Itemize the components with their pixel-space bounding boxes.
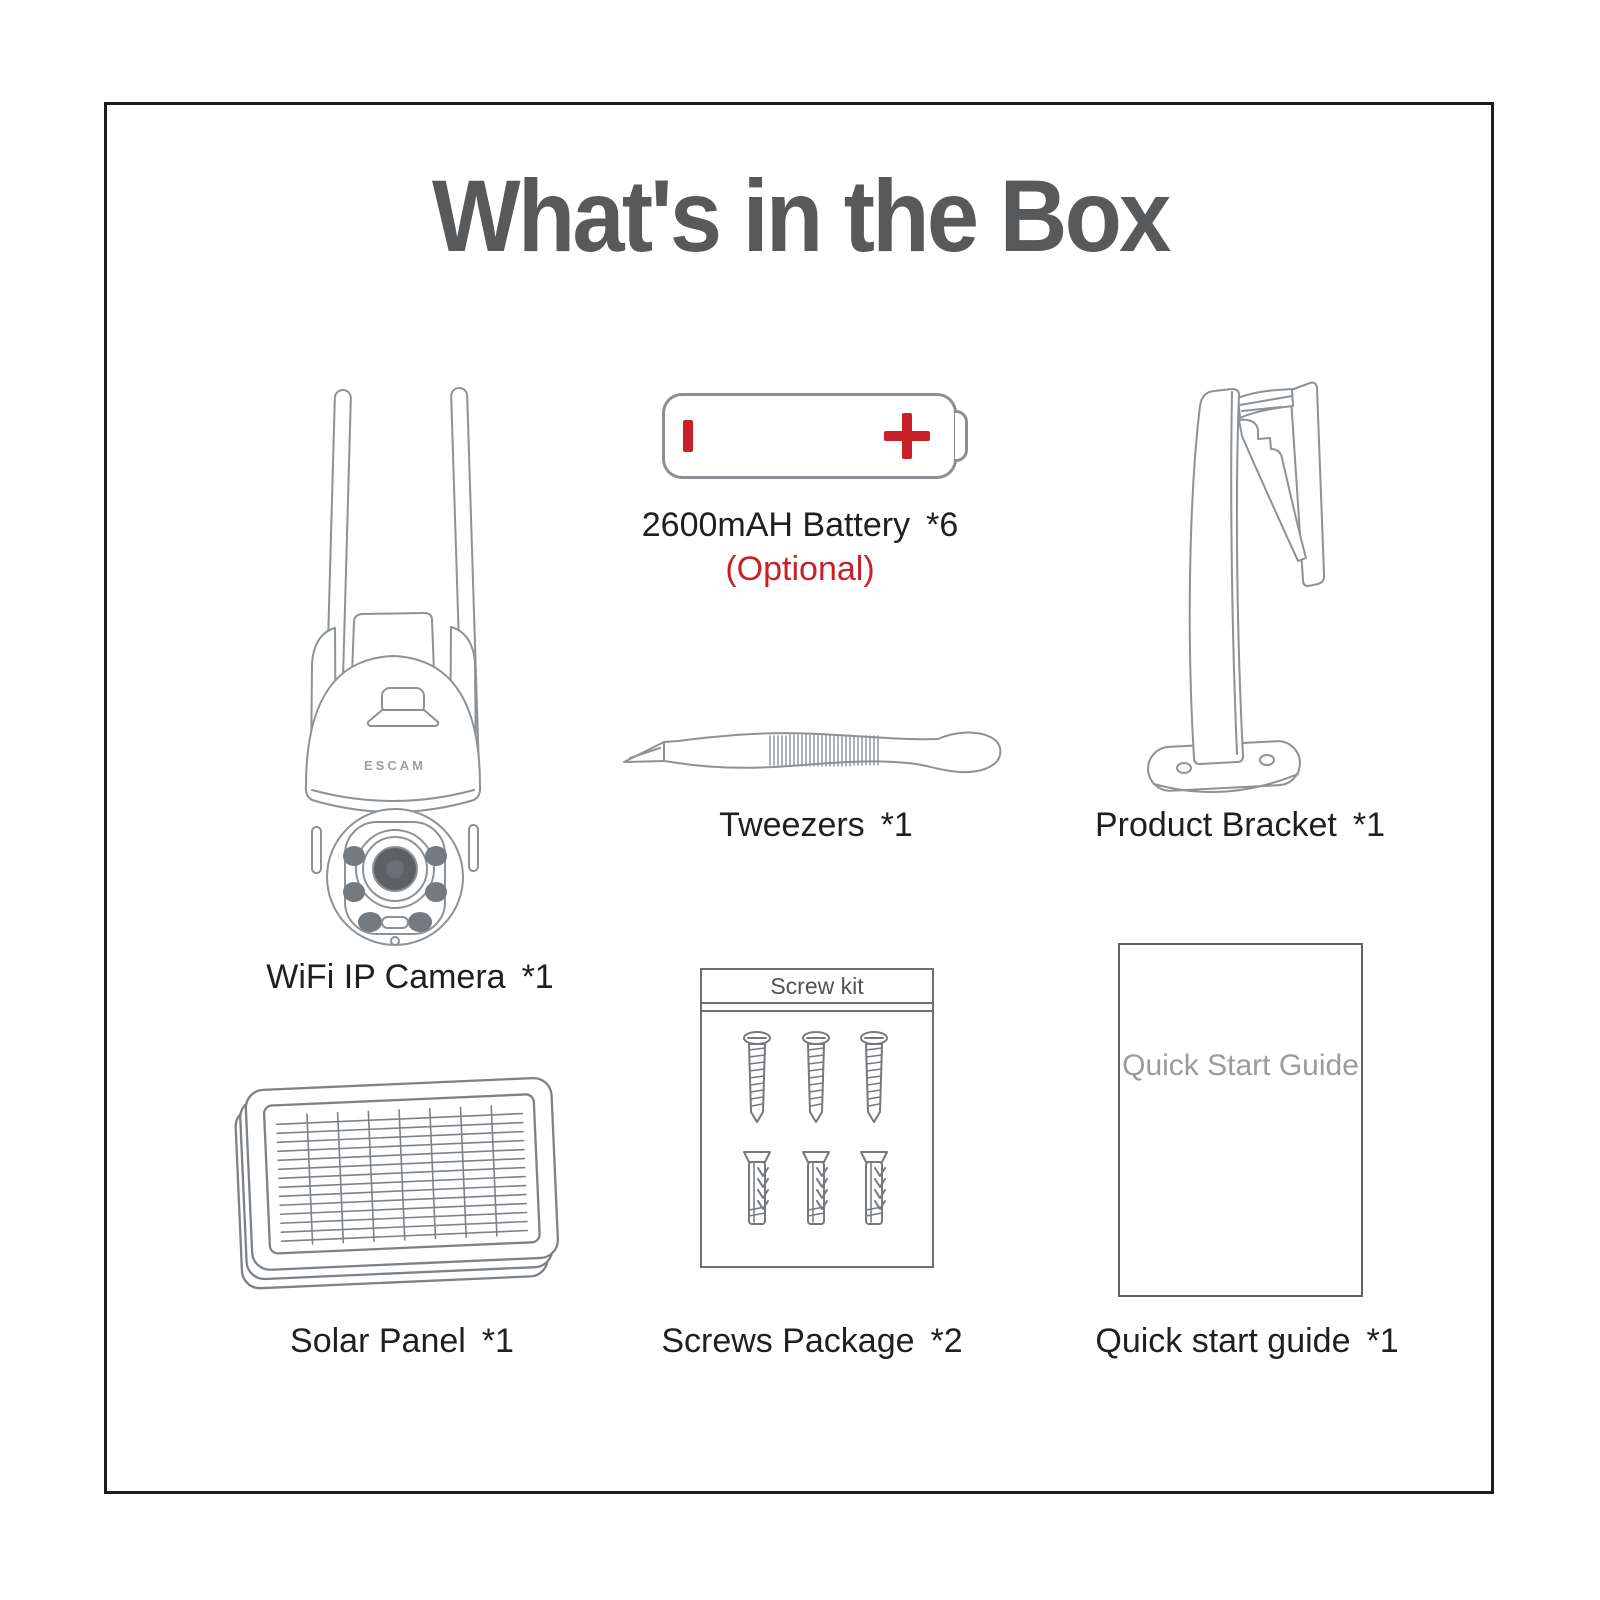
solar-panel-count: *1 <box>481 1322 514 1360</box>
quick-start-guide-illustration <box>1118 943 1363 1297</box>
battery-terminal-nub <box>955 410 968 462</box>
camera-brand-logo: ESCAM <box>364 758 426 773</box>
tweezers-count: *1 <box>880 806 913 844</box>
bracket-label: Product Bracket *1 <box>1094 806 1386 844</box>
guide-label: Quick start guide *1 <box>1095 1322 1399 1360</box>
screws-illustration <box>702 1012 932 1268</box>
product-bracket-illustration <box>1140 378 1340 798</box>
bracket-count: *1 <box>1352 806 1386 844</box>
battery-illustration <box>662 393 957 479</box>
battery-count: *6 <box>926 506 959 544</box>
page-title: What's in the Box <box>431 159 1169 273</box>
battery-label: 2600mAH Battery *6 <box>641 506 959 544</box>
camera-count: *1 <box>521 958 554 996</box>
page-title-wrap <box>0 158 1600 275</box>
battery-plus-icon <box>884 413 930 459</box>
screws-count: *2 <box>930 1322 963 1360</box>
screws-label: Screws Package *2 <box>661 1322 963 1360</box>
solar-panel-illustration <box>225 1072 575 1292</box>
tweezers-label: Tweezers *1 <box>719 806 913 844</box>
screw-kit-header: Screw kit <box>702 970 932 1004</box>
guide-count: *1 <box>1366 1322 1399 1360</box>
screw-kit-box <box>700 968 934 1268</box>
solar-panel-label: Solar Panel *1 <box>290 1322 514 1360</box>
camera-label: WiFi IP Camera *1 <box>266 958 554 996</box>
tweezers-illustration <box>620 726 1005 784</box>
battery-minus-icon <box>683 420 693 452</box>
screw-kit-separator <box>702 1004 932 1012</box>
wifi-ip-camera-illustration <box>288 372 503 962</box>
guide-cover-text: Quick Start Guide <box>1122 1049 1359 1082</box>
battery-optional-note: (Optional) <box>725 550 875 588</box>
